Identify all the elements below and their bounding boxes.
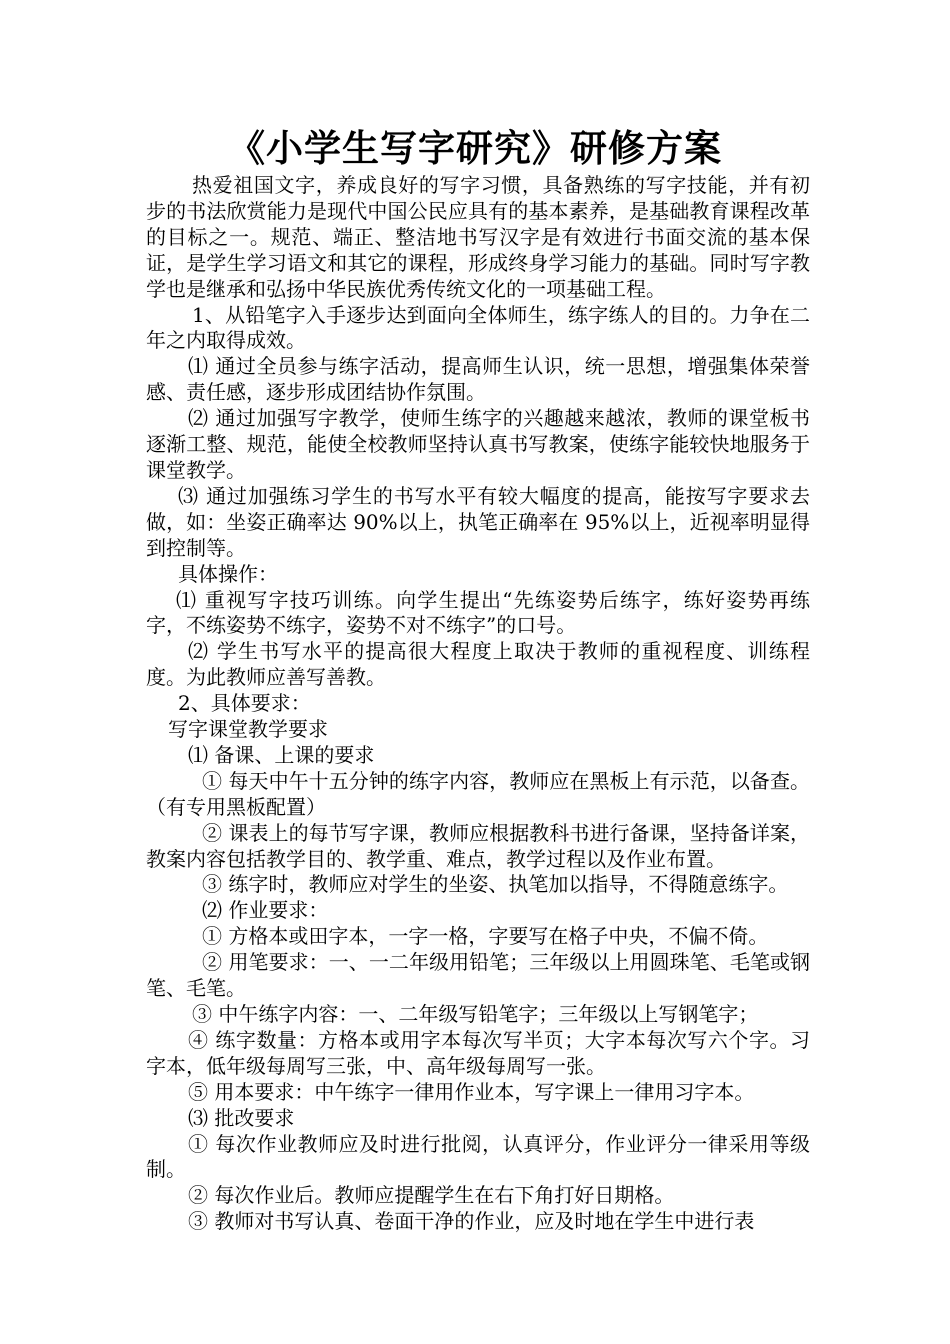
paragraph: 2、具体要求： bbox=[178, 691, 311, 716]
paragraph: ⑴ 备课、上课的要求 bbox=[188, 742, 375, 767]
paragraph: ③ 练字时，教师应对学生的坐姿、执笔加以指导，不得随意练字。 bbox=[202, 872, 789, 897]
paragraph: ⑤ 用本要求：中午练字一律用作业本，写字课上一律用习字本。 bbox=[188, 1079, 755, 1104]
paragraph: ④ 练字数量：方格本或用字本每次写半页；大字本每次写六个字。习字本，低年级每周写三张，中、高年级每周写一张。 bbox=[146, 1027, 810, 1078]
document-title: 《小学生写字研究》研修方案 bbox=[228, 126, 722, 170]
paragraph: ① 每次作业教师应及时进行批阅，认真评分，作业评分一律采用等级制。 bbox=[146, 1131, 810, 1182]
document-body bbox=[146, 173, 810, 1235]
paragraph: ⑶ 通过加强练习学生的书写水平有较大幅度的提高，能按写字要求去做，如：坐姿正确率达 90%以上，执笔正确率在 95%以上，近视率明显得到控制等。 bbox=[146, 483, 810, 560]
paragraph: 1、从铅笔字入手逐步达到面向全体师生，练字练人的目的。力争在二年之内取得成效。 bbox=[146, 302, 810, 353]
paragraph: ⑵ 通过加强写字教学，使师生练字的兴趣越来越浓，教师的课堂板书逐渐工整、规范，能使全校教师坚持认真书写教案，使练字能较快地服务于课堂教学。 bbox=[146, 406, 810, 482]
paragraph: ② 每次作业后。教师应提醒学生在右下角打好日期格。 bbox=[188, 1183, 675, 1208]
paragraph: ⑵ 作业要求： bbox=[202, 898, 329, 923]
paragraph: ⑴ 重视写字技巧训练。向学生提出“先练姿势后练字，练好姿势再练字，不练姿势不练字，姿势不对不练字”的口号。 bbox=[146, 587, 810, 638]
paragraph: 具体操作： bbox=[178, 561, 278, 586]
paragraph: 热爱祖国文字，养成良好的写字习惯，具备熟练的写字技能，并有初步的书法欣赏能力是现代中国公民应具有的基本素养，是基础教育课程改革的目标之一。规范、端正、整洁地书写汉字是有效进行书面交流的基本保证，是学生学习语文和其它的课程，形成终身学习能力的基础。同时写字教学也是继承和弘扬中华民族优秀传统文化的一项基础工程。 bbox=[146, 173, 810, 301]
paragraph: ③ 教师对书写认真、卷面干净的作业，应及时地在学生中进行表 bbox=[188, 1209, 755, 1234]
paragraph: ③ 中午练字内容：一、二年级写铅笔字；三年级以上写钢笔字； bbox=[192, 1002, 759, 1026]
paragraph: ② 课表上的每节写字课，教师应根据教科书进行备课，坚持备详案，教案内容包括教学目的、教学重、难点，教学过程以及作业布置。 bbox=[146, 820, 810, 871]
paragraph: ⑶ 批改要求 bbox=[188, 1105, 295, 1130]
paragraph: ① 方格本或田字本，一字一格，字要写在格子中央，不偏不倚。 bbox=[202, 924, 769, 949]
paragraph: ② 用笔要求：一、一二年级用铅笔；三年级以上用圆珠笔、毛笔或钢笔、毛笔。 bbox=[146, 950, 810, 1001]
paragraph: ⑴ 通过全员参与练字活动，提高师生认识，统一思想，增强集体荣誉感、责任感，逐步形成团结协作氛围。 bbox=[146, 354, 810, 405]
paragraph: ⑵ 学生书写水平的提高很大程度上取决于教师的重视程度、训练程度。为此教师应善写善教。 bbox=[146, 639, 810, 690]
paragraph: 写字课堂教学要求 bbox=[168, 717, 328, 742]
paragraph: ① 每天中午十五分钟的练字内容，教师应在黑板上有示范，以备查。（有专用黑板配置） bbox=[146, 768, 810, 819]
